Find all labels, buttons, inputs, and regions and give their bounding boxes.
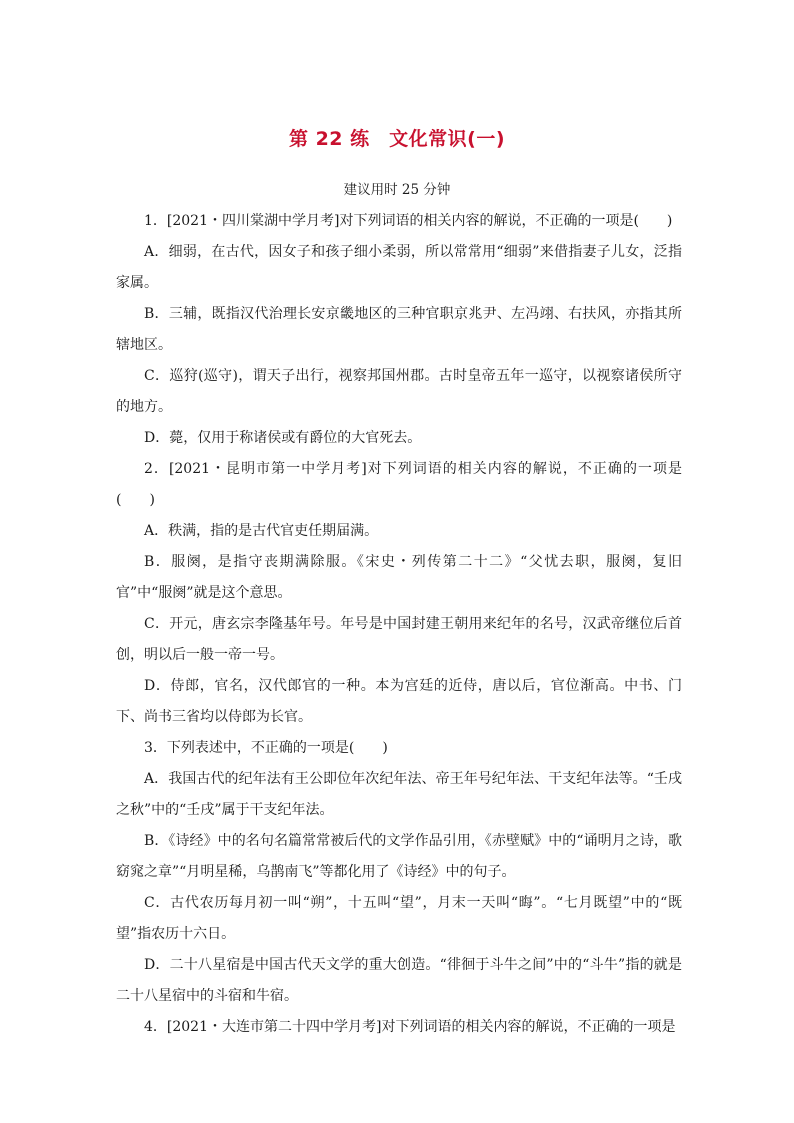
question-3-option-d: D．二十八星宿是中国古代天文学的重大创造。“徘徊于斗牛之间”中的“斗牛”指的就是二十八星宿中的斗宿和牛宿。 <box>116 957 682 1004</box>
question-2-option-c: C．开元，唐玄宗李隆基年号。年号是中国封建王朝用来纪年的名号，汉武帝继位后首创，明以后一般一帝一号。 <box>116 616 682 663</box>
question-2-stem: 2．[2021・昆明市第一中学月考]对下列词语的相关内容的解说，不正确的一项是( ) <box>116 461 682 508</box>
question-list <box>116 206 682 1043</box>
question-3-option-c: C．古代农历每月初一叫“朔”，十五叫“望”，月末一天叫“晦”。“七月既望”中的“既望”指农历十六日。 <box>116 895 682 942</box>
suggested-time: 建议用时 25 分钟 <box>343 182 451 198</box>
question-2-option-a: A．秩满，指的是古代官吏任期届满。 <box>144 523 379 539</box>
question-1-option-d: D．薨，仅用于称诸侯或有爵位的大官死去。 <box>144 430 422 446</box>
question-1-stem: 1．[2021・四川棠湖中学月考]对下列词语的相关内容的解说，不正确的一项是( ) <box>144 213 673 229</box>
question-3-stem: 3．下列表述中，不正确的一项是( ) <box>144 740 388 756</box>
question-1-option-a: A．细弱，在古代，因女子和孩子细小柔弱，所以常常用“细弱”来借指妻子儿女，泛指家属。 <box>116 244 682 291</box>
question-1-option-c: C．巡狩(巡守)，谓天子出行，视察邦国州郡。古时皇帝五年一巡守，以视察诸侯所守的地方。 <box>116 368 682 415</box>
question-3-option-b: B．《诗经》中的名句名篇常常被后代的文学作品引用，《赤壁赋》中的“诵明月之诗，歌窈窕之章”“月明星稀，乌鹊南飞”等都化用了《诗经》中的句子。 <box>116 833 682 880</box>
question-3-option-a: A．我国古代的纪年法有王公即位年次纪年法、帝王年号纪年法、干支纪年法等。“壬戌之秋”中的“壬戌”属于干支纪年法。 <box>116 771 682 818</box>
page-title: 第 22 练 文化常识(一) <box>288 128 506 150</box>
question-2-option-b: B．服阕，是指守丧期满除服。《宋史・列传第二十二》“父忧去职，服阕，复旧官”中“服阕”就是这个意思。 <box>116 554 682 601</box>
question-4-stem: 4．[2021・大连市第二十四中学月考]对下列词语的相关内容的解说，不正确的一项是 <box>144 1019 676 1035</box>
question-1-option-b: B．三辅，既指汉代治理长安京畿地区的三种官职京兆尹、左冯翊、右扶风，亦指其所辖地区。 <box>116 306 682 353</box>
question-2-option-d: D．侍郎，官名，汉代郎官的一种。本为宫廷的近侍，唐以后，官位渐高。中书、门下、尚书三省均以侍郎为长官。 <box>116 678 682 725</box>
